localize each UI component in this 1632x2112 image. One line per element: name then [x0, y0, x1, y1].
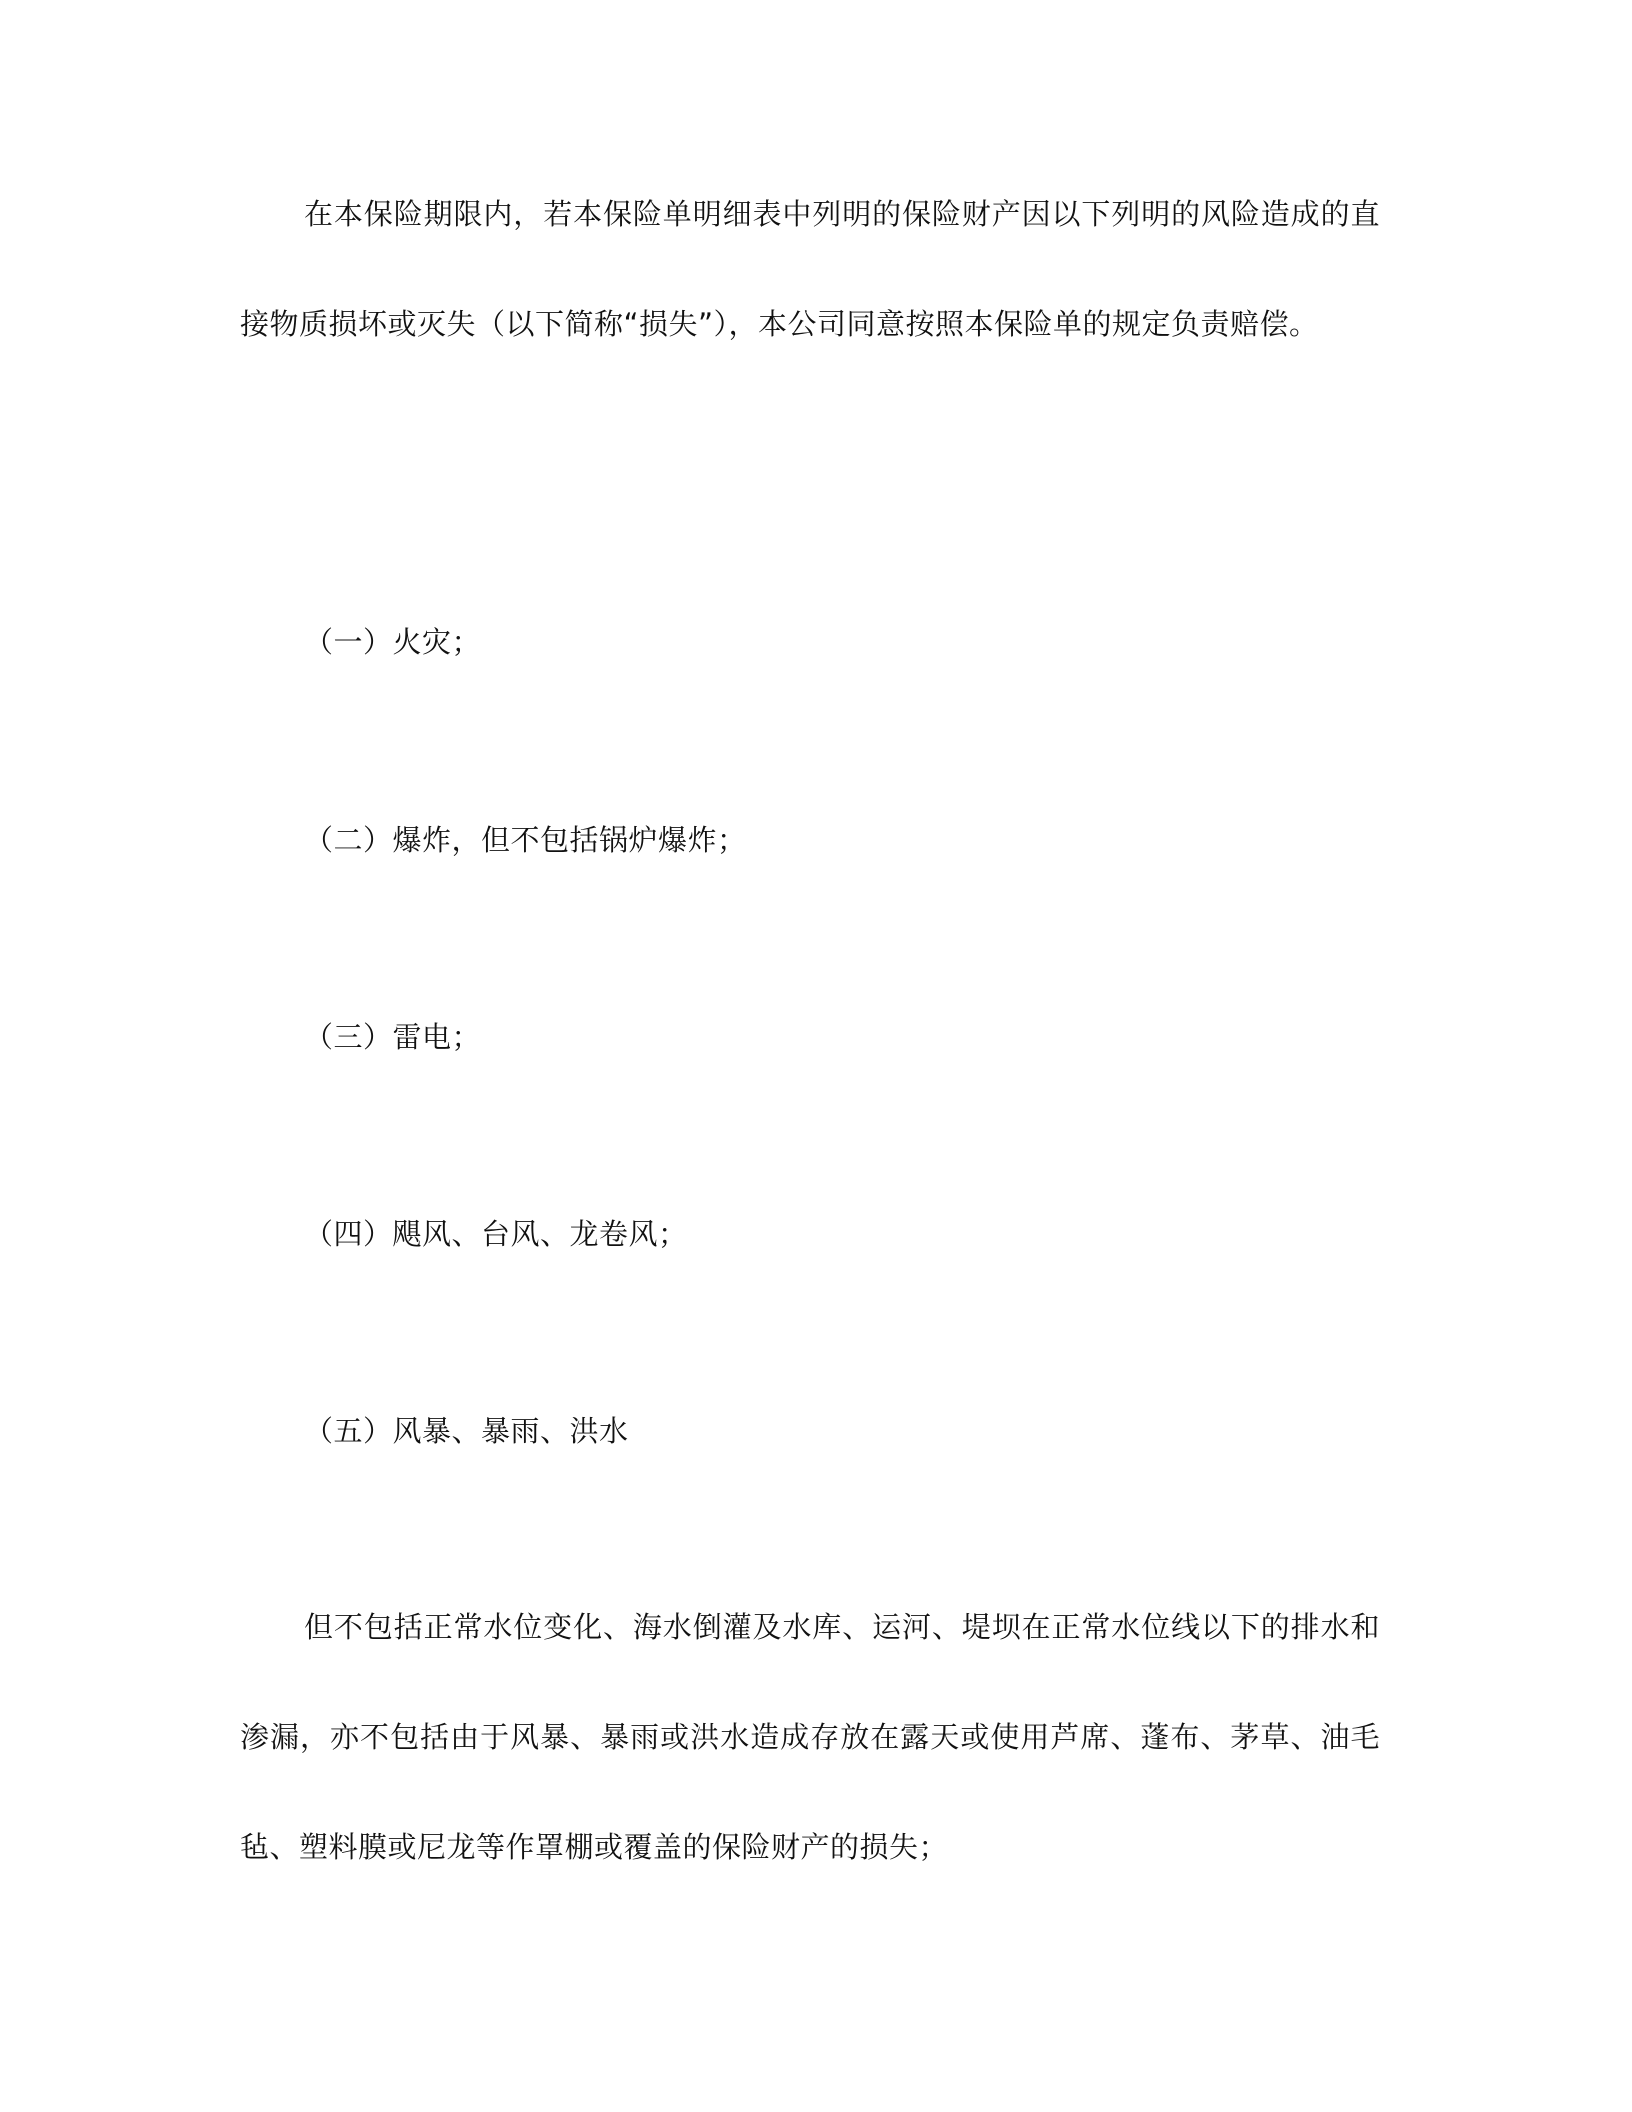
risk-item-lightning: （三）雷电； — [304, 1020, 482, 1054]
exclusion-paragraph: 但不包括正常水位变化、海水倒灌及水库、运河、堤坝在正常水位线以下的排水和渗漏，亦不包括由于风暴、暴雨或洪水造成存放在露天或使用芦席、蓬布、茅草、油毛毡、塑料膜或尼龙等作罩棚或覆盖的保险财产的损失； — [240, 1610, 1380, 1864]
risk-item-explosion: （二）爆炸，但不包括锅炉爆炸； — [304, 823, 747, 857]
risk-item-typhoon: （四）飓风、台风、龙卷风； — [304, 1217, 688, 1251]
intro-paragraph: 在本保险期限内，若本保险单明细表中列明的保险财产因以下列明的风险造成的直接物质损坏或灭失（以下简称“损失”），本公司同意按照本保险单的规定负责赔偿。 — [240, 197, 1380, 341]
risk-item-storm-flood: （五）风暴、暴雨、洪水 — [304, 1414, 629, 1448]
risk-item-fire: （一）火灾； — [304, 625, 482, 659]
